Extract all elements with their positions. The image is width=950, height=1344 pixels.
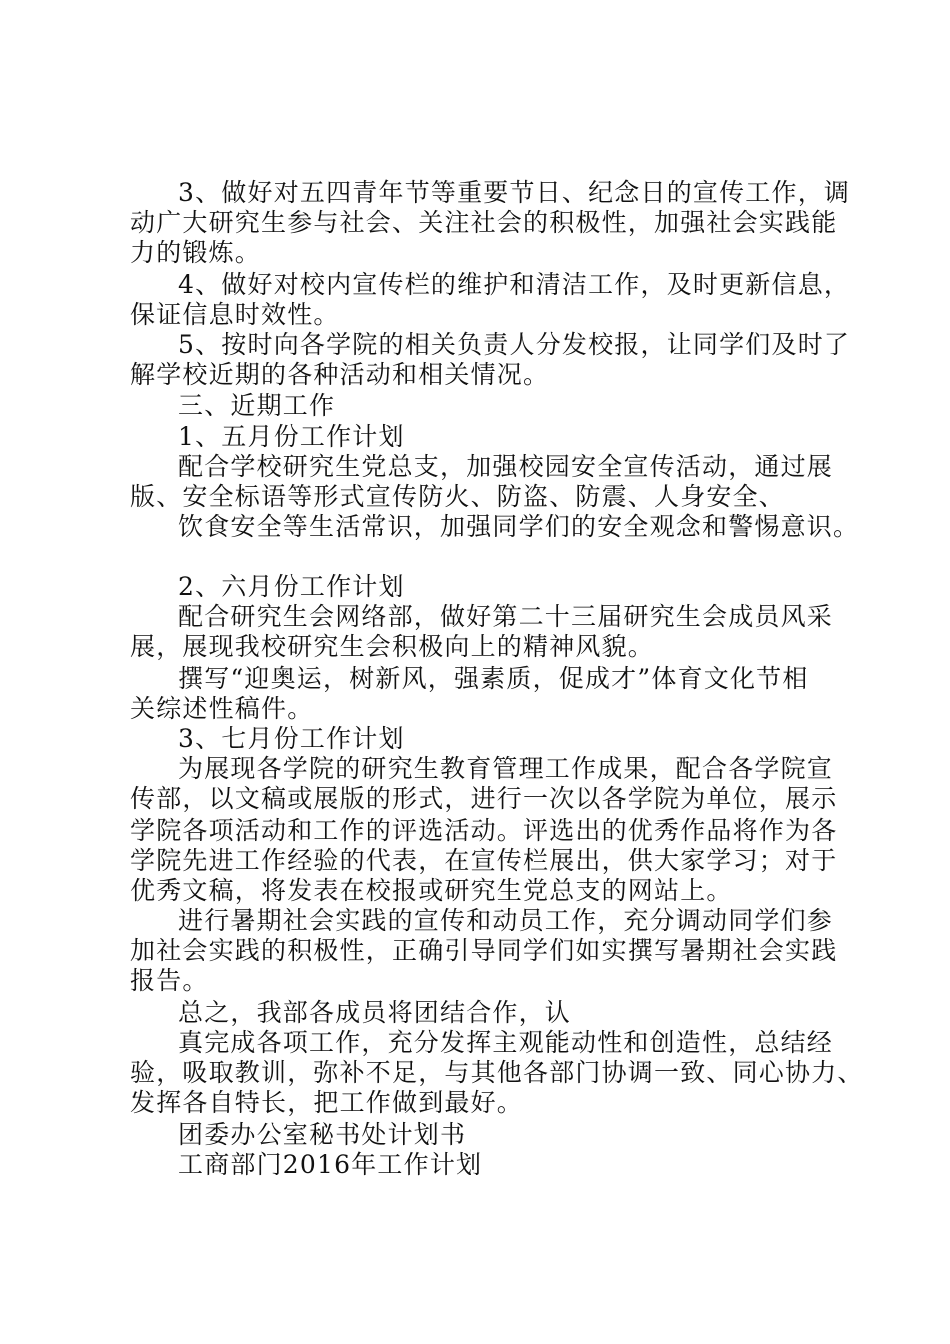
document-footer-title: 工商部门2016年工作计划	[178, 1150, 483, 1179]
paragraph-line: 学院各项活动和工作的评选活动。评选出的优秀作品将作为各	[130, 816, 838, 845]
section-heading: 三、近期工作	[178, 391, 336, 420]
paragraph-line: 展，展现我校研究生会积极向上的精神风貌。	[130, 632, 655, 661]
document-footer-title: 团委办公室秘书处计划书	[178, 1120, 467, 1149]
paragraph-line: 4、做好对校内宣传栏的维护和清洁工作，及时更新信息，	[178, 270, 851, 299]
paragraph-line: 力的锻炼。	[130, 238, 262, 267]
paragraph-line: 3、做好对五四青年节等重要节日、纪念日的宣传工作，调	[178, 178, 851, 207]
paragraph-line: 验，吸取教训，弥补不足，与其他各部门协调一致、同心协力、	[130, 1058, 864, 1087]
paragraph-line: 关综述性稿件。	[130, 694, 314, 723]
paragraph-line: 发挥各自特长，把工作做到最好。	[130, 1088, 524, 1117]
paragraph-line: 保证信息时效性。	[130, 300, 340, 329]
paragraph-line: 总之，我部各成员将团结合作，认	[178, 998, 572, 1027]
paragraph-line: 解学校近期的各种活动和相关情况。	[130, 360, 550, 389]
paragraph-line: 学院先进工作经验的代表，在宣传栏展出，供大家学习；对于	[130, 846, 838, 875]
paragraph-line: 传部，以文稿或展版的形式，进行一次以各学院为单位，展示	[130, 784, 838, 813]
paragraph-line: 真完成各项工作，充分发挥主观能动性和创造性，总结经	[178, 1028, 834, 1057]
paragraph-line: 优秀文稿，将发表在校报或研究生党总支的网站上。	[130, 876, 733, 905]
subsection-heading: 2、六月份工作计划	[178, 572, 405, 601]
subsection-heading: 3、七月份工作计划	[178, 724, 405, 753]
subsection-heading: 1、五月份工作计划	[178, 422, 405, 451]
paragraph-line: 进行暑期社会实践的宣传和动员工作，充分调动同学们参	[178, 906, 834, 935]
paragraph-line: 5、按时向各学院的相关负责人分发校报，让同学们及时了	[178, 330, 851, 359]
paragraph-line: 撰写“迎奥运，树新风，强素质，促成才”体育文化节相	[178, 664, 809, 693]
paragraph-line: 加社会实践的积极性，正确引导同学们如实撰写暑期社会实践	[130, 936, 838, 965]
paragraph-line: 为展现各学院的研究生教育管理工作成果，配合各学院宣	[178, 754, 834, 783]
paragraph-line: 配合学校研究生党总支，加强校园安全宣传活动，通过展	[178, 452, 834, 481]
paragraph-line: 报告。	[130, 966, 209, 995]
paragraph-line: 配合研究生会网络部，做好第二十三届研究生会成员风采	[178, 602, 834, 631]
paragraph-line: 版、安全标语等形式宣传防火、防盗、防震、人身安全、	[130, 482, 786, 511]
paragraph-line: 动广大研究生参与社会、关注社会的积极性，加强社会实践能	[130, 208, 838, 237]
paragraph-line: 饮食安全等生活常识，加强同学们的安全观念和警惕意识。	[178, 512, 860, 541]
